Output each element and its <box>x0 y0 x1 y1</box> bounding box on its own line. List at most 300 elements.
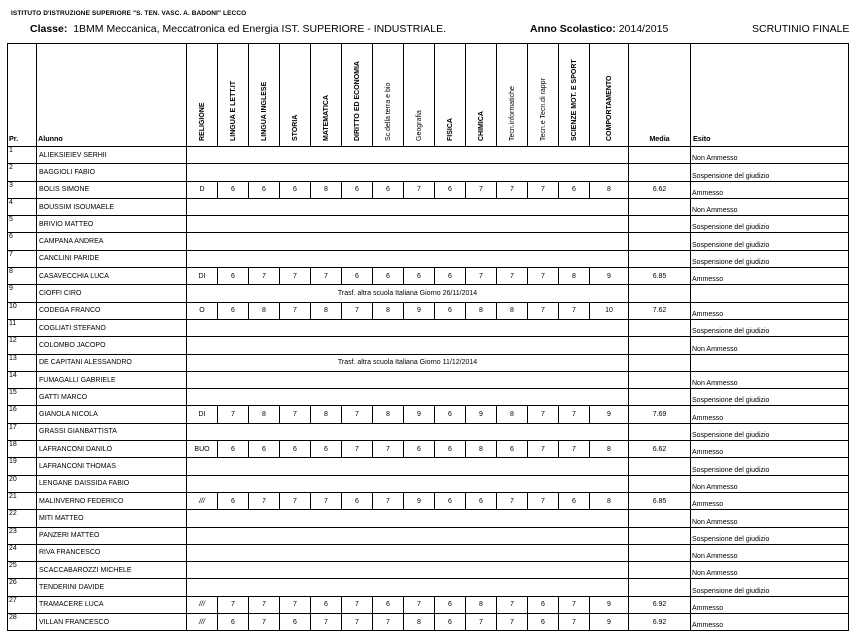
class-info <box>30 23 446 35</box>
col-header-subject <box>342 44 373 147</box>
grade-cell: 6 <box>497 441 528 458</box>
grade-cell: 7 <box>497 492 528 509</box>
grade-cell: 6 <box>218 492 249 509</box>
student-number: 12 <box>8 337 37 354</box>
media-value <box>629 216 691 233</box>
grade-cell: 8 <box>590 181 629 198</box>
grade-cell: 7 <box>559 596 590 613</box>
school-name: ISTITUTO D'ISTRUZIONE SUPERIORE "S. TEN. VASC. A. BADONI" LECCO <box>11 10 247 17</box>
grade-cell: O <box>187 302 218 319</box>
media-value: 6.92 <box>629 614 691 631</box>
student-number: 20 <box>8 475 37 492</box>
grade-cell: 7 <box>559 441 590 458</box>
grade-cell: DI <box>187 268 218 285</box>
grade-cell: 7 <box>497 596 528 613</box>
grade-cell: 8 <box>559 268 590 285</box>
student-name: LENGANE DAISSIDA FABIO <box>37 475 187 492</box>
table-row <box>8 216 849 233</box>
table-row <box>8 285 849 302</box>
grade-cell: 7 <box>528 406 559 423</box>
table-row <box>8 544 849 561</box>
subject-label: MATEMATICA <box>323 94 330 141</box>
esito-value <box>691 285 849 302</box>
student-number: 19 <box>8 458 37 475</box>
grade-cell: BUO <box>187 441 218 458</box>
grade-cell: 6 <box>373 268 404 285</box>
grade-cell: 7 <box>373 492 404 509</box>
grade-cell: 7 <box>404 596 435 613</box>
media-value <box>629 371 691 388</box>
grade-cell: 6 <box>373 596 404 613</box>
grade-cell: 8 <box>497 302 528 319</box>
school-year-value: 2014/2015 <box>618 23 669 35</box>
student-name: BRIVIO MATTEO <box>37 216 187 233</box>
student-number: 17 <box>8 423 37 440</box>
col-header-subject <box>435 44 466 147</box>
subject-label: LINGUA E LETT.IT <box>230 80 237 141</box>
esito-value: Sospensione del giudizio <box>691 233 849 250</box>
media-value <box>629 250 691 267</box>
student-number: 3 <box>8 181 37 198</box>
student-name: ALIEKSIEIEV SERHII <box>37 147 187 164</box>
grade-cell: 7 <box>249 596 280 613</box>
grade-cell: 7 <box>280 268 311 285</box>
grade-cell: 7 <box>218 596 249 613</box>
school-year <box>530 23 668 35</box>
grade-cell: 7 <box>497 268 528 285</box>
student-number: 15 <box>8 389 37 406</box>
grade-cell: 6 <box>435 614 466 631</box>
table-row <box>8 441 849 458</box>
esito-value: Ammesso <box>691 596 849 613</box>
student-number: 5 <box>8 216 37 233</box>
subject-label: COMPORTAMENTO <box>606 75 613 141</box>
grade-cell: 7 <box>280 492 311 509</box>
grade-cell: 6 <box>280 441 311 458</box>
table-row <box>8 181 849 198</box>
grade-cell: 8 <box>249 302 280 319</box>
grade-cell: 7 <box>528 492 559 509</box>
student-name: FUMAGALLI GABRIELE <box>37 371 187 388</box>
media-value <box>629 579 691 596</box>
grade-cell: 6 <box>218 181 249 198</box>
grade-cell: 6 <box>404 441 435 458</box>
grade-cell: 6 <box>249 441 280 458</box>
grade-cell: 6 <box>559 492 590 509</box>
grade-cell: 6 <box>559 181 590 198</box>
table-row <box>8 458 849 475</box>
grade-cell: 7 <box>497 181 528 198</box>
student-name: LAFRANCONI THOMAS <box>37 458 187 475</box>
col-header-subject <box>249 44 280 147</box>
student-name: BAGGIOLI FABIO <box>37 164 187 181</box>
student-number: 26 <box>8 579 37 596</box>
grade-cell: 7 <box>311 492 342 509</box>
grade-cell: 10 <box>590 302 629 319</box>
student-number: 13 <box>8 354 37 371</box>
grade-cell: 6 <box>218 268 249 285</box>
col-header-media: Media <box>629 44 691 147</box>
esito-value: Ammesso <box>691 302 849 319</box>
media-value <box>629 319 691 336</box>
grade-cell: 7 <box>466 614 497 631</box>
student-name: GRASSI GIANBATTISTA <box>37 423 187 440</box>
media-value: 6.62 <box>629 441 691 458</box>
esito-value: Non Ammesso <box>691 562 849 579</box>
media-value <box>629 354 691 371</box>
col-header-subject <box>528 44 559 147</box>
grade-cell: 7 <box>528 181 559 198</box>
table-row <box>8 268 849 285</box>
esito-value: Non Ammesso <box>691 544 849 561</box>
esito-value: Sospensione del giudizio <box>691 579 849 596</box>
grade-cell: 6 <box>435 441 466 458</box>
empty-grades <box>187 233 629 250</box>
student-number: 21 <box>8 492 37 509</box>
student-number: 1 <box>8 147 37 164</box>
subject-label: Sc.della terra e bio <box>385 82 392 141</box>
esito-value <box>691 354 849 371</box>
grade-cell: 7 <box>218 406 249 423</box>
student-name: LAFRANCONI DANILO <box>37 441 187 458</box>
empty-grades <box>187 562 629 579</box>
media-value: 7.69 <box>629 406 691 423</box>
col-header-subject <box>373 44 404 147</box>
grade-cell: 6 <box>435 268 466 285</box>
col-header-subject <box>559 44 590 147</box>
grade-cell: 7 <box>342 406 373 423</box>
empty-grades <box>187 250 629 267</box>
transfer-note: Trasf. altra scuola Italiana Giorno 26/11/2014 <box>187 285 629 302</box>
grade-cell: 8 <box>497 406 528 423</box>
media-value: 6.85 <box>629 268 691 285</box>
esito-value: Non Ammesso <box>691 475 849 492</box>
student-number: 22 <box>8 510 37 527</box>
col-header-esito: Esito <box>691 44 849 147</box>
empty-grades <box>187 475 629 492</box>
student-number: 23 <box>8 527 37 544</box>
student-number: 9 <box>8 285 37 302</box>
transfer-note: Trasf. altra scuola Italiana Giorno 11/12/2014 <box>187 354 629 371</box>
school-year-label: Anno Scolastico: <box>530 23 616 35</box>
grade-cell: 7 <box>342 614 373 631</box>
media-value <box>629 458 691 475</box>
subject-label: DIRITTO ED ECONOMIA <box>354 61 361 141</box>
media-value <box>629 337 691 354</box>
grade-cell: 7 <box>497 614 528 631</box>
grade-cell: 6 <box>342 492 373 509</box>
table-row <box>8 579 849 596</box>
grade-cell: 7 <box>280 302 311 319</box>
report-type: SCRUTINIO FINALE <box>752 23 850 35</box>
grade-cell: 7 <box>559 406 590 423</box>
esito-value: Non Ammesso <box>691 371 849 388</box>
col-header-subject <box>218 44 249 147</box>
grade-cell: 7 <box>528 441 559 458</box>
empty-grades <box>187 423 629 440</box>
student-name: GATTI MARCO <box>37 389 187 406</box>
student-name: DE CAPITANI ALESSANDRO <box>37 354 187 371</box>
subject-label: SCIENZE MOT. E SPORT <box>571 59 578 141</box>
student-number: 25 <box>8 562 37 579</box>
grade-cell: 6 <box>218 302 249 319</box>
col-header-pr: Pr. <box>8 44 37 147</box>
subject-label: Tecn.informatiche <box>509 86 516 141</box>
grade-cell: 7 <box>280 596 311 613</box>
grade-cell: /// <box>187 596 218 613</box>
grade-cell: 6 <box>373 181 404 198</box>
media-value: 7.62 <box>629 302 691 319</box>
empty-grades <box>187 527 629 544</box>
student-name: MALINVERNO FEDERICO <box>37 492 187 509</box>
table-row <box>8 233 849 250</box>
grade-cell: 8 <box>590 492 629 509</box>
subject-label: FISICA <box>447 118 454 141</box>
esito-value: Ammesso <box>691 181 849 198</box>
media-value <box>629 527 691 544</box>
grade-cell: DI <box>187 406 218 423</box>
student-name: COLOMBO JACOPO <box>37 337 187 354</box>
student-number: 18 <box>8 441 37 458</box>
esito-value: Ammesso <box>691 441 849 458</box>
media-value <box>629 475 691 492</box>
grades-table <box>7 43 849 631</box>
col-header-subject <box>404 44 435 147</box>
grade-cell: 8 <box>590 441 629 458</box>
esito-value: Sospensione del giudizio <box>691 319 849 336</box>
grade-cell: 7 <box>373 441 404 458</box>
grade-cell: 7 <box>466 181 497 198</box>
grade-cell: 9 <box>404 492 435 509</box>
empty-grades <box>187 164 629 181</box>
grade-cell: 6 <box>280 614 311 631</box>
col-header-alunno: Alunno <box>37 44 187 147</box>
student-name: GIANOLA NICOLA <box>37 406 187 423</box>
student-number: 4 <box>8 198 37 215</box>
subject-label: CHIMICA <box>478 111 485 141</box>
student-number: 27 <box>8 596 37 613</box>
grade-cell: 6 <box>466 492 497 509</box>
media-value <box>629 562 691 579</box>
esito-value: Ammesso <box>691 614 849 631</box>
grade-cell: 8 <box>466 441 497 458</box>
empty-grades <box>187 319 629 336</box>
table-row <box>8 147 849 164</box>
student-name: CASAVECCHIA LUCA <box>37 268 187 285</box>
grade-cell: /// <box>187 492 218 509</box>
student-name: BOUSSIM ISOUMAELE <box>37 198 187 215</box>
grade-cell: 7 <box>249 614 280 631</box>
media-value: 6.92 <box>629 596 691 613</box>
media-value <box>629 423 691 440</box>
grade-cell: 7 <box>342 441 373 458</box>
col-header-subject <box>466 44 497 147</box>
grade-cell: 6 <box>342 181 373 198</box>
grade-cell: 7 <box>528 302 559 319</box>
grade-cell: 7 <box>342 596 373 613</box>
grade-cell: 6 <box>435 492 466 509</box>
empty-grades <box>187 510 629 527</box>
table-row <box>8 389 849 406</box>
grade-cell: 9 <box>466 406 497 423</box>
student-number: 8 <box>8 268 37 285</box>
esito-value: Non Ammesso <box>691 198 849 215</box>
student-name: TRAMACERE LUCA <box>37 596 187 613</box>
grade-cell: 7 <box>559 614 590 631</box>
esito-value: Ammesso <box>691 268 849 285</box>
esito-value: Non Ammesso <box>691 337 849 354</box>
media-value <box>629 389 691 406</box>
student-name: SCACCABAROZZI MICHELE <box>37 562 187 579</box>
esito-value: Non Ammesso <box>691 510 849 527</box>
student-name: RIVA FRANCESCO <box>37 544 187 561</box>
grade-cell: 7 <box>342 302 373 319</box>
table-row <box>8 510 849 527</box>
student-name: CANCLINI PARIDE <box>37 250 187 267</box>
table-row <box>8 354 849 371</box>
esito-value: Sospensione del giudizio <box>691 527 849 544</box>
student-name: MITI MATTEO <box>37 510 187 527</box>
student-name: BOLIS SIMONE <box>37 181 187 198</box>
grade-cell: 7 <box>249 268 280 285</box>
grade-cell: 9 <box>404 406 435 423</box>
grade-cell: 7 <box>466 268 497 285</box>
grade-cell: 7 <box>528 268 559 285</box>
table-row <box>8 527 849 544</box>
empty-grades <box>187 216 629 233</box>
empty-grades <box>187 389 629 406</box>
col-header-subject <box>590 44 629 147</box>
grade-cell: 6 <box>528 596 559 613</box>
subject-label: STORIA <box>292 114 299 141</box>
grade-cell: 8 <box>311 302 342 319</box>
subject-label: LINGUA INGLESE <box>261 81 268 141</box>
grade-cell: 6 <box>280 181 311 198</box>
grade-cell: 9 <box>590 596 629 613</box>
grade-cell: 8 <box>404 614 435 631</box>
grade-cell: 8 <box>466 596 497 613</box>
grade-cell: 8 <box>311 181 342 198</box>
grade-cell: 6 <box>435 406 466 423</box>
table-row <box>8 302 849 319</box>
media-value <box>629 198 691 215</box>
media-value <box>629 233 691 250</box>
grade-cell: 6 <box>435 596 466 613</box>
grade-cell: /// <box>187 614 218 631</box>
table-row <box>8 198 849 215</box>
table-row <box>8 337 849 354</box>
header-row <box>8 44 849 147</box>
grade-cell: 7 <box>311 268 342 285</box>
table-row <box>8 562 849 579</box>
empty-grades <box>187 337 629 354</box>
student-name: TENDERINI DAVIDE <box>37 579 187 596</box>
grade-cell: 6 <box>218 614 249 631</box>
grade-cell: 9 <box>404 302 435 319</box>
grade-cell: 8 <box>373 302 404 319</box>
grade-cell: 6 <box>404 268 435 285</box>
col-header-subject <box>187 44 218 147</box>
student-number: 14 <box>8 371 37 388</box>
grade-cell: 8 <box>466 302 497 319</box>
media-value <box>629 164 691 181</box>
esito-value: Sospensione del giudizio <box>691 423 849 440</box>
empty-grades <box>187 579 629 596</box>
subject-label: Tecn.e Tecn.di rappr <box>540 78 547 141</box>
grade-cell: 6 <box>528 614 559 631</box>
student-name: CIOFFI CIRO <box>37 285 187 302</box>
media-value: 6.62 <box>629 181 691 198</box>
empty-grades <box>187 544 629 561</box>
table-row <box>8 492 849 509</box>
esito-value: Sospensione del giudizio <box>691 250 849 267</box>
empty-grades <box>187 198 629 215</box>
grade-cell: 8 <box>373 406 404 423</box>
esito-value: Ammesso <box>691 492 849 509</box>
grade-cell: 8 <box>249 406 280 423</box>
class-label: Classe: <box>30 23 68 35</box>
grade-cell: 7 <box>280 406 311 423</box>
grade-cell: 7 <box>373 614 404 631</box>
esito-value: Non Ammesso <box>691 147 849 164</box>
esito-value: Sospensione del giudizio <box>691 164 849 181</box>
table-row <box>8 319 849 336</box>
esito-value: Sospensione del giudizio <box>691 216 849 233</box>
student-number: 11 <box>8 319 37 336</box>
grade-cell: 6 <box>311 441 342 458</box>
media-value <box>629 285 691 302</box>
subject-label: Geografia <box>416 110 423 141</box>
esito-value: Ammesso <box>691 406 849 423</box>
student-number: 6 <box>8 233 37 250</box>
student-number: 10 <box>8 302 37 319</box>
student-number: 2 <box>8 164 37 181</box>
subject-label: RELIGIONE <box>199 102 206 141</box>
student-number: 24 <box>8 544 37 561</box>
grade-cell: 6 <box>435 302 466 319</box>
table-row <box>8 614 849 631</box>
table-row <box>8 371 849 388</box>
grade-cell: 9 <box>590 614 629 631</box>
grade-cell: D <box>187 181 218 198</box>
grade-cell: 6 <box>435 181 466 198</box>
grade-cell: 6 <box>342 268 373 285</box>
col-header-subject <box>280 44 311 147</box>
grade-cell: 6 <box>311 596 342 613</box>
table-row <box>8 406 849 423</box>
student-name: CODEGA FRANCO <box>37 302 187 319</box>
grade-cell: 7 <box>404 181 435 198</box>
empty-grades <box>187 371 629 388</box>
table-row <box>8 423 849 440</box>
media-value <box>629 147 691 164</box>
table-row <box>8 164 849 181</box>
student-name: CAMPANA ANDREA <box>37 233 187 250</box>
grade-cell: 9 <box>590 268 629 285</box>
class-value: 1BMM Meccanica, Meccatronica ed Energia IST. SUPERIORE - INDUSTRIALE. <box>73 23 447 35</box>
grade-cell: 7 <box>249 492 280 509</box>
empty-grades <box>187 147 629 164</box>
student-name: COGLIATI STEFANO <box>37 319 187 336</box>
esito-value: Sospensione del giudizio <box>691 389 849 406</box>
grade-cell: 8 <box>311 406 342 423</box>
student-name: PANZERI MATTEO <box>37 527 187 544</box>
grade-cell: 7 <box>311 614 342 631</box>
student-name: VILLAN FRANCESCO <box>37 614 187 631</box>
student-number: 7 <box>8 250 37 267</box>
media-value <box>629 544 691 561</box>
student-number: 16 <box>8 406 37 423</box>
